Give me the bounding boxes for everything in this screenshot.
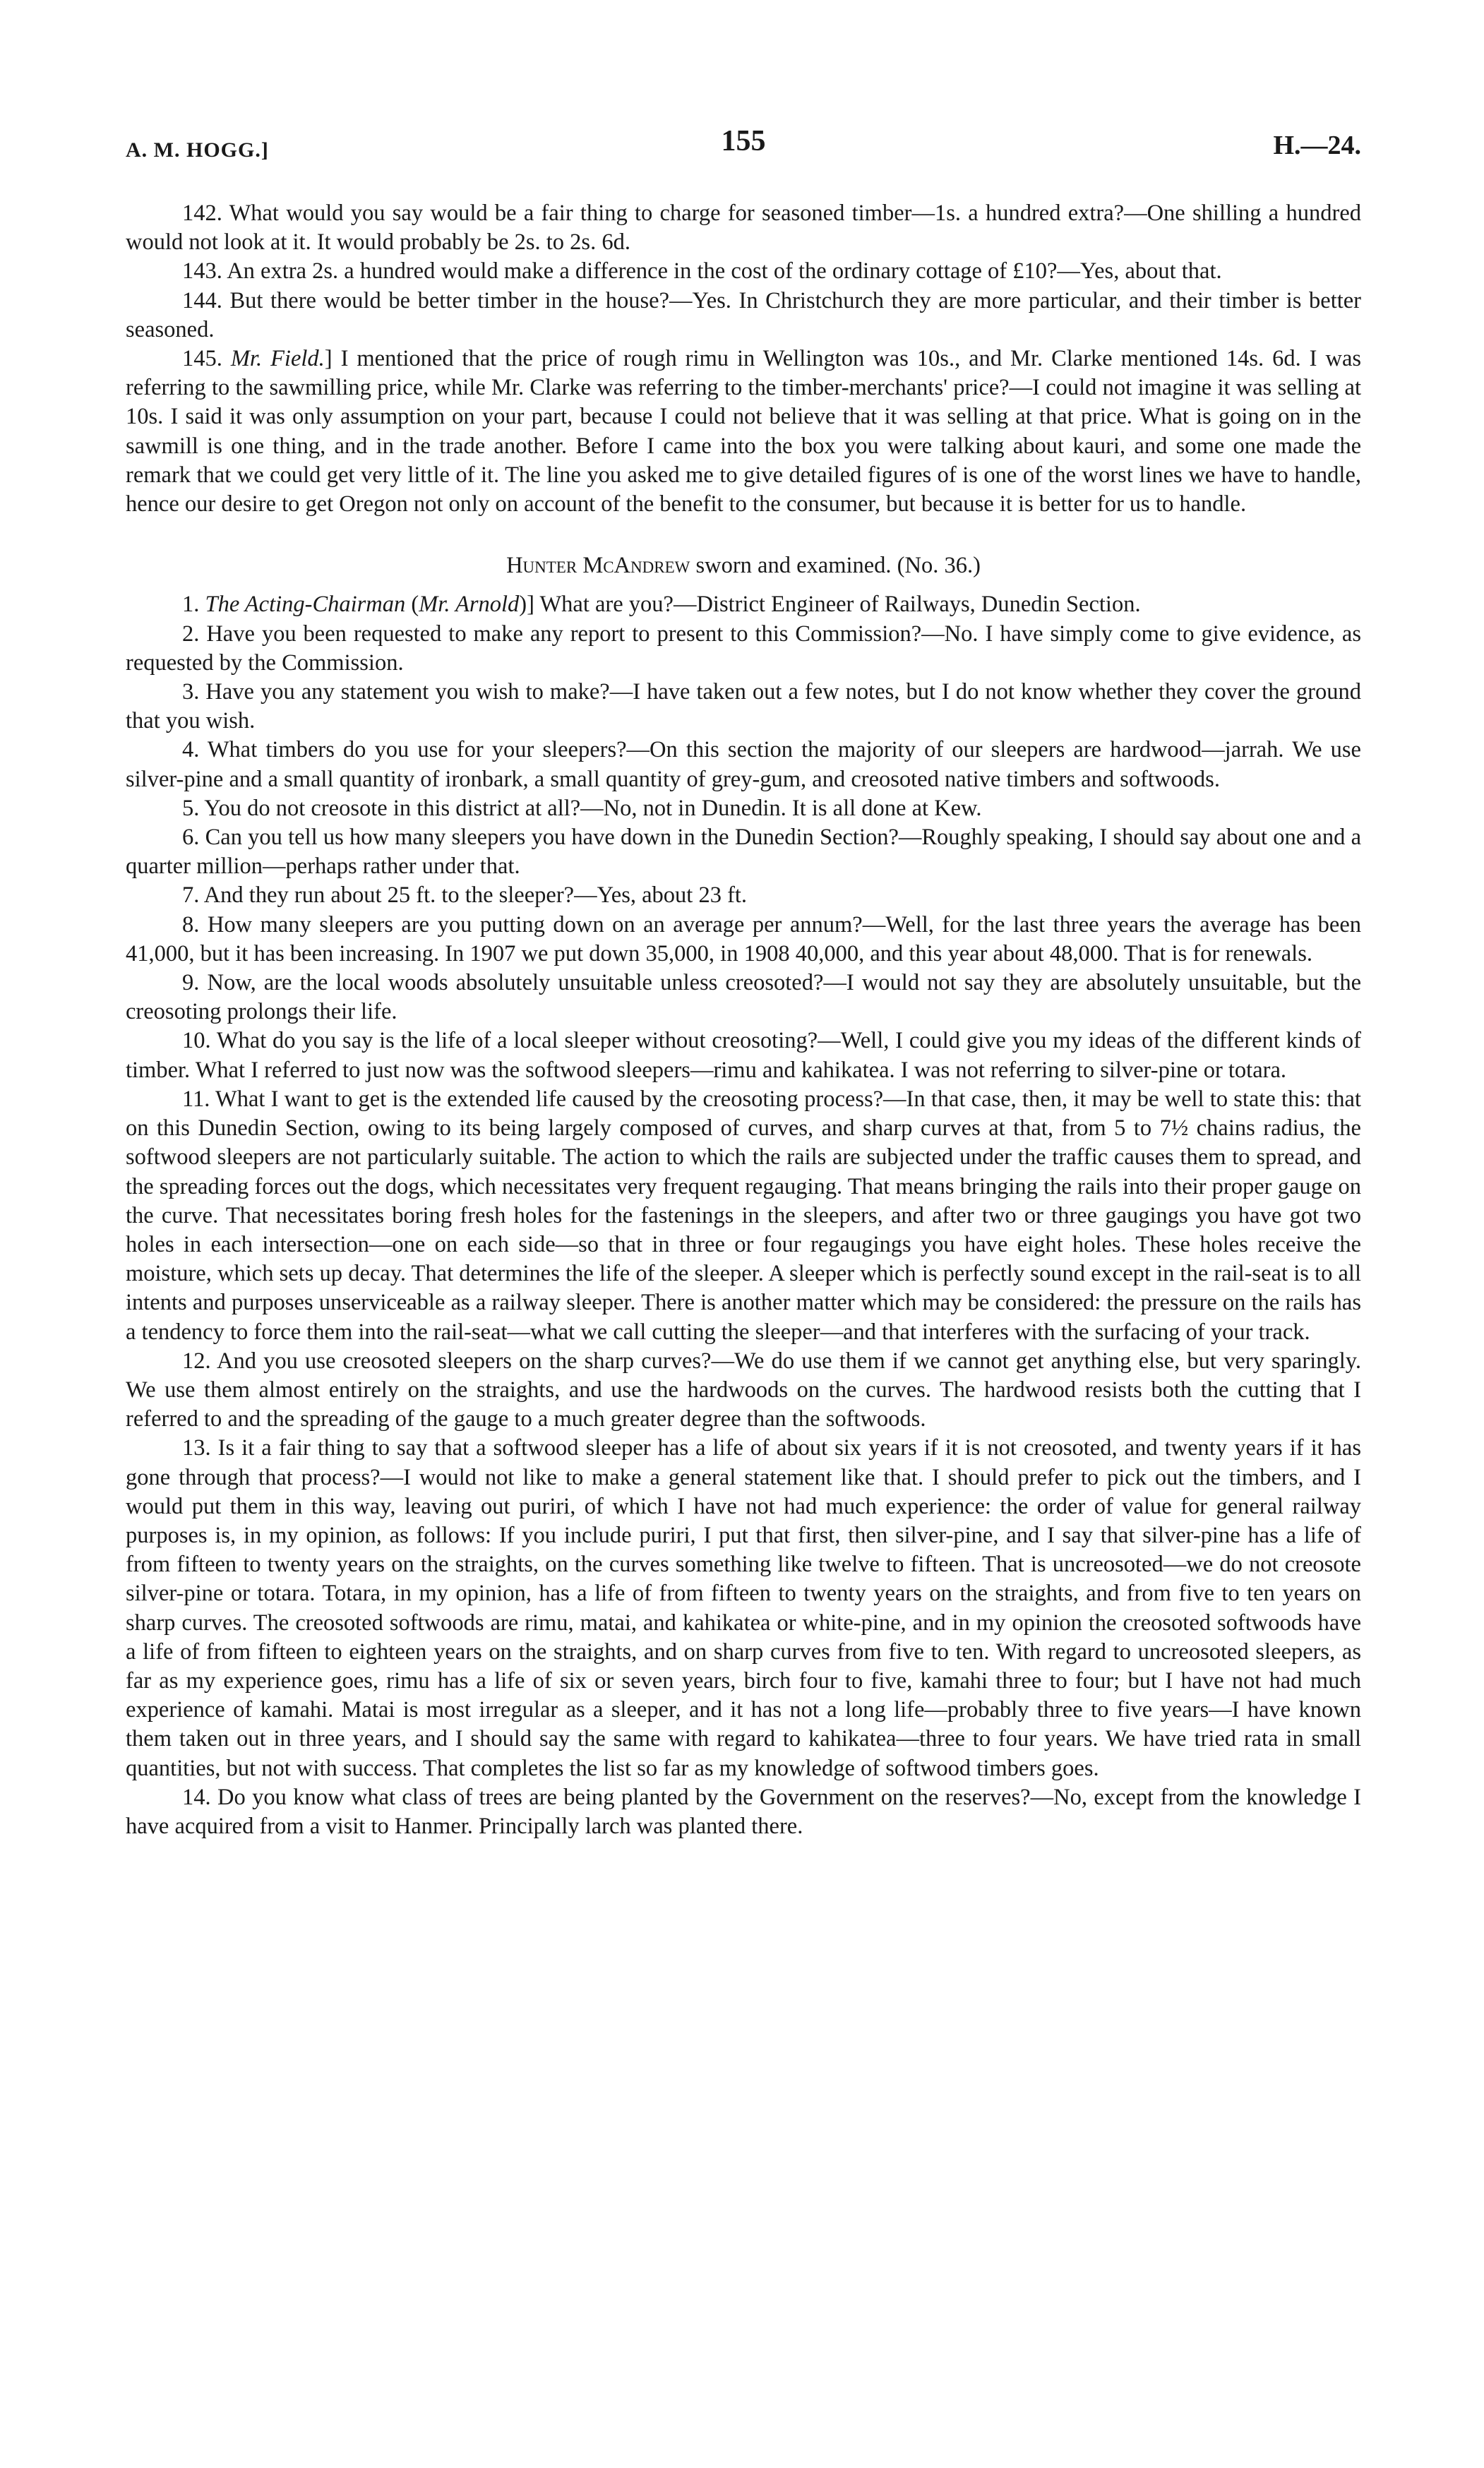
paragraph-2: 2. Have you been requested to make any report to present to this Commission?—No. I have simply come to give evidence, as requested by the Commission. [126,621,1361,676]
paragraph-12: 12. And you use creosoted sleepers on the sharp curves?—We do use them if we cannot get anything else, but very sparingly. We use them almost entirely on the straights, and use the hardwoods on the curves. The hardwood resists both the cutting that I referred to and the spreading of the gauge to a much greater degree than the softwoods. [126,1348,1361,1432]
paragraph-9: 9. Now, are the local woods absolutely unsuitable unless creosoted?—I would not say they are absolutely unsuitable, but the creosoting prolongs their life. [126,970,1361,1025]
paragraph-145 [126,345,1361,519]
paragraph-13: 13. Is it a fair thing to say that a softwood sleeper has a life of about six years if it is not creosoted, and twenty years if it has gone through that process?—I would not like to make a general statement like that. I should prefer to pick out the timbers, and I would put them in this way, leaving out puriri, of which I have not had much experience: the order of value for general railway purposes is, in my opinion, as follows: If you include puriri, I put that first, then silver-pine, and I say that silver-pine has a life of from fifteen to twenty years on the straights, on the curves something like twelve to fifteen. That is uncreosoted—we do not creosote silver-pine or totara. Totara, in my opinion, has a life of from fifteen to twenty years on the straights, and from five to ten years on sharp curves. The creosoted softwoods are rimu, matai, and kahikatea or white-pine, and in my opinion the creosoted softwoods have a life of from fifteen to eighteen years on the straights, and on sharp curves from five to ten. With regard to uncreosoted sleepers, as far as my experience goes, rimu has a life of six or seven years, birch four to five, kamahi three to four; but I have not had much experience of kamahi. Matai is most irregular as a sleeper, and it has not a long life—probably three to five years—I have known them taken out in three years, and I should say the same with regard to kahikatea—three to four years. We have tried rata in small quantities, but not with success. That completes the list so far as my knowledge of softwood timbers goes. [126,1435,1361,1781]
paragraph-8: 8. How many sleepers are you putting down on an average per annum?—Well, for the last three years the average has been 41,000, but it has been increasing. In 1907 we put down 35,000, in 1908 40,000, and this year about 48,000. That is for renewals. [126,911,1361,966]
paragraph-144: 144. But there would be better timber in the house?—Yes. In Christchurch they are more particular, and their timber is better seasoned. [126,287,1361,342]
paragraph-145-text: ] I mentioned that the price of rough rimu in Wellington was 10s., and Mr. Clarke mentioned 14s. 6d. I was referring to the sawmilling price, while Mr. Clarke was referring to the timber-merchants' price?—I could not imagine it was selling at 10s. I said it was only assumption on your part, because I could not believe that it was selling at that price. What is going on in the sawmill is one thing, and in the trade another. Before I came into the box you were talking about kauri, and some one made the remark that we could get very little of it. The line you asked me to give detailed figures of is one of the worst lines we have to handle, hence our desire to get Oregon not only on account of the benefit to the consumer, but because it is better for us to handle. [126,346,1362,517]
header-witness-name: A. M. HOGG.] [126,138,269,162]
paragraph-1-speaker-paren: Mr. Arnold [419,592,520,618]
paragraph-10: 10. What do you say is the life of a local sleeper without creosoting?—Well, I could give you my ideas of the different kinds of timber. What I referred to just now was the softwood sleepers—rimu and kahikatea. I was not referring to silver-pine or totara. [126,1028,1361,1083]
paragraph-6: 6. Can you tell us how many sleepers you have down in the Dunedin Section?—Roughly speaking, I should say about one and a quarter million—perhaps rather under that. [126,825,1361,880]
document-reference: H.—24. [1273,131,1361,160]
paragraph-7: 7. And they run about 25 ft. to the sleeper?—Yes, about 23 ft. [182,882,748,909]
paragraph-4: 4. What timbers do you use for your sleepers?—On this section the majority of our sleepers are hardwood—jarrah. We use silver-pine and a small quantity of ironbark, a small quantity of grey-gum, and creosoted native timbers and softwoods. [126,737,1361,792]
paragraph-145-number: 145. [182,346,222,372]
paragraph-143: 143. An extra 2s. a hundred would make a difference in the cost of the ordinary cottage of £10?—Yes, about that. [182,258,1222,284]
paragraph-145-speaker: Mr. Field. [230,346,325,372]
paragraph-1-text: ] What are you?—District Engineer of Railways, Dunedin Section. [527,592,1141,618]
paragraph-5: 5. You do not creosote in this district at all?—No, not in Dunedin. It is all done at Kew. [182,795,982,821]
document-page [126,127,1361,1841]
paragraph-14: 14. Do you know what class of trees are being planted by the Government on the reserves?—No, except from the knowledge I have acquired from a visit to Hanmer. Principally larch was planted there. [126,1784,1361,1839]
page-header [126,127,1361,169]
paragraph-1: 1. The Acting-Chairman (Mr. Arnold)] What are you?—District Engineer of Railways, Dunedin Section. [182,592,1141,618]
witness-heading-rest: sworn and examined. (No. 36.) [690,553,981,579]
paragraph-3: 3. Have you any statement you wish to make?—I have taken out a few notes, but I do not know whether they cover the ground that you wish. [126,679,1361,734]
paragraph-11: 11. What I want to get is the extended life caused by the creosoting process?—In that case, then, it may be well to state this: that on this Dunedin Section, owing to its being largely composed of curves, and sharp curves at that, from 5 to 7½ chains radius, the softwood sleepers are not particularly suitable. The action to which the rails are subjected under the traffic causes them to spread, and the spreading forces out the dogs, which necessitates very frequent regauging. That means bringing the rails into their proper gauge on the curve. That necessitates boring fresh holes for the fastenings in the sleepers, and after two or three gaugings you have got two holes in each intersection—one on each side—so that in three or four regaugings you have eight holes. These holes receive the moisture, which sets up decay. That determines the life of the sleeper. A sleeper which is perfectly sound except in the rail-seat is to all intents and purposes unserviceable as a railway sleeper. There is another matter which may be considered: the pressure on the rails has a tendency to force them into the rail-seat—what we call cutting the sleeper—and that interferes with the surfacing of your track. [126,1086,1361,1345]
witness-name: Hunter McAndrew [506,553,690,579]
paragraph-142: 142. What would you say would be a fair thing to charge for seasoned timber—1s. a hundred extra?—One shilling a hundred would not look at it. It would probably be 2s. to 2s. 6d. [126,200,1361,256]
witness-heading [126,551,1361,580]
page-number: 155 [721,125,766,157]
paragraph-1-speaker: The Acting-Chairman [205,592,406,618]
paragraph-1-number: 1. [182,592,200,618]
